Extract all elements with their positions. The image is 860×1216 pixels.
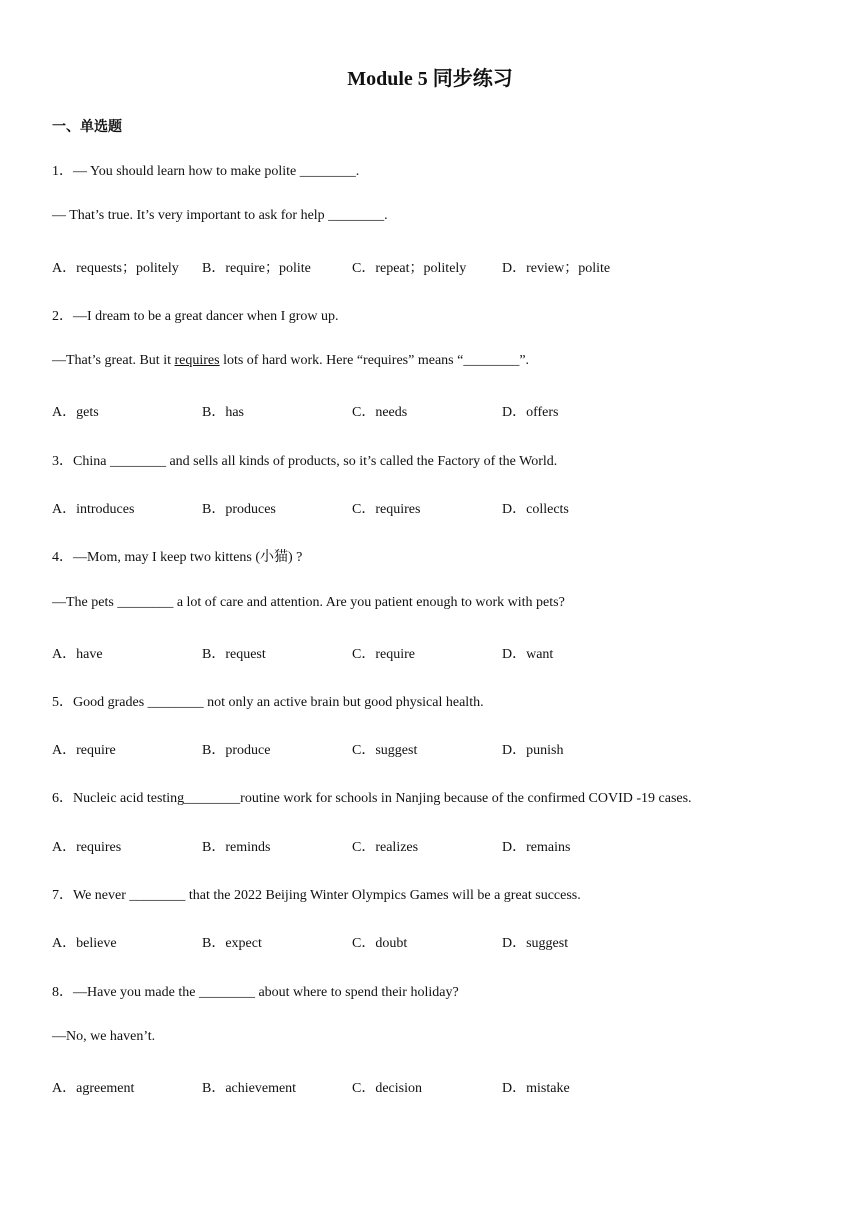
reply-text-end: lots of hard work. Here “requires” means “________”. bbox=[219, 353, 530, 368]
option-b[interactable]: B．produces bbox=[202, 502, 276, 517]
option-d[interactable]: D．mistake bbox=[502, 1081, 570, 1096]
option-a[interactable]: A．believe bbox=[52, 936, 117, 951]
option-d[interactable]: D．want bbox=[502, 647, 554, 662]
option-c[interactable]: C．requires bbox=[352, 502, 421, 517]
option-a[interactable]: A．agreement bbox=[52, 1081, 135, 1096]
option-b[interactable]: B．produce bbox=[202, 743, 271, 758]
page-title: Module 5 同步练习 bbox=[347, 68, 513, 90]
question-1-stem: 1．— You should learn how to make polite ________. bbox=[52, 164, 360, 179]
option-d[interactable]: D．remains bbox=[502, 840, 571, 855]
option-b[interactable]: B．expect bbox=[202, 936, 262, 951]
question-8-stem: 8．—Have you made the ________ about where to spend their holiday? bbox=[52, 985, 459, 1000]
option-d[interactable]: D．review；polite bbox=[502, 261, 611, 276]
question-6-stem: 6．Nucleic acid testing________routine work for schools in Nanjing because of the confirmed COVID -19 cases. bbox=[52, 791, 692, 806]
option-c[interactable]: C．decision bbox=[352, 1081, 422, 1096]
question-4-reply: —The pets ________ a lot of care and attention. Are you patient enough to work with pets? bbox=[52, 595, 565, 610]
option-d[interactable]: D．punish bbox=[502, 743, 564, 758]
option-c[interactable]: C．realizes bbox=[352, 840, 419, 855]
option-d[interactable]: D．collects bbox=[502, 502, 569, 517]
option-c[interactable]: C．repeat；politely bbox=[352, 261, 467, 276]
underlined-word: requires bbox=[174, 353, 220, 368]
question-5-stem: 5．Good grades ________ not only an active brain but good physical health. bbox=[52, 695, 484, 710]
option-b[interactable]: B．achievement bbox=[202, 1081, 297, 1096]
option-a[interactable]: A．have bbox=[52, 647, 103, 662]
option-c[interactable]: C．doubt bbox=[352, 936, 408, 951]
option-b[interactable]: B．request bbox=[202, 647, 266, 662]
option-c[interactable]: C．require bbox=[352, 647, 415, 662]
option-a[interactable]: A．requests；politely bbox=[52, 261, 179, 276]
option-a[interactable]: A．gets bbox=[52, 405, 99, 420]
option-b[interactable]: B．has bbox=[202, 405, 244, 420]
option-a[interactable]: A．introduces bbox=[52, 502, 135, 517]
question-8-reply: —No, we haven’t. bbox=[52, 1029, 156, 1044]
question-2-reply bbox=[52, 353, 529, 369]
section-heading: 一、单选题 bbox=[52, 119, 122, 135]
option-a[interactable]: A．require bbox=[52, 743, 116, 758]
question-2-stem: 2．—I dream to be a great dancer when I grow up. bbox=[52, 309, 339, 324]
option-d[interactable]: D．suggest bbox=[502, 936, 569, 951]
question-7-stem: 7．We never ________ that the 2022 Beijing Winter Olympics Games will be a great success. bbox=[52, 888, 581, 903]
reply-text-start: —That’s great. But it bbox=[52, 353, 175, 368]
question-1-reply: — That’s true. It’s very important to ask for help ________. bbox=[52, 208, 388, 223]
question-3-stem: 3．China ________ and sells all kinds of products, so it’s called the Factory of the World. bbox=[52, 454, 558, 469]
option-d[interactable]: D．offers bbox=[502, 405, 559, 420]
option-b[interactable]: B．reminds bbox=[202, 840, 271, 855]
option-c[interactable]: C．suggest bbox=[352, 743, 418, 758]
option-b[interactable]: B．require；polite bbox=[202, 261, 311, 276]
option-a[interactable]: A．requires bbox=[52, 840, 122, 855]
question-4-stem: 4．—Mom, may I keep two kittens (小猫) ? bbox=[52, 550, 303, 565]
option-c[interactable]: C．needs bbox=[352, 405, 408, 420]
